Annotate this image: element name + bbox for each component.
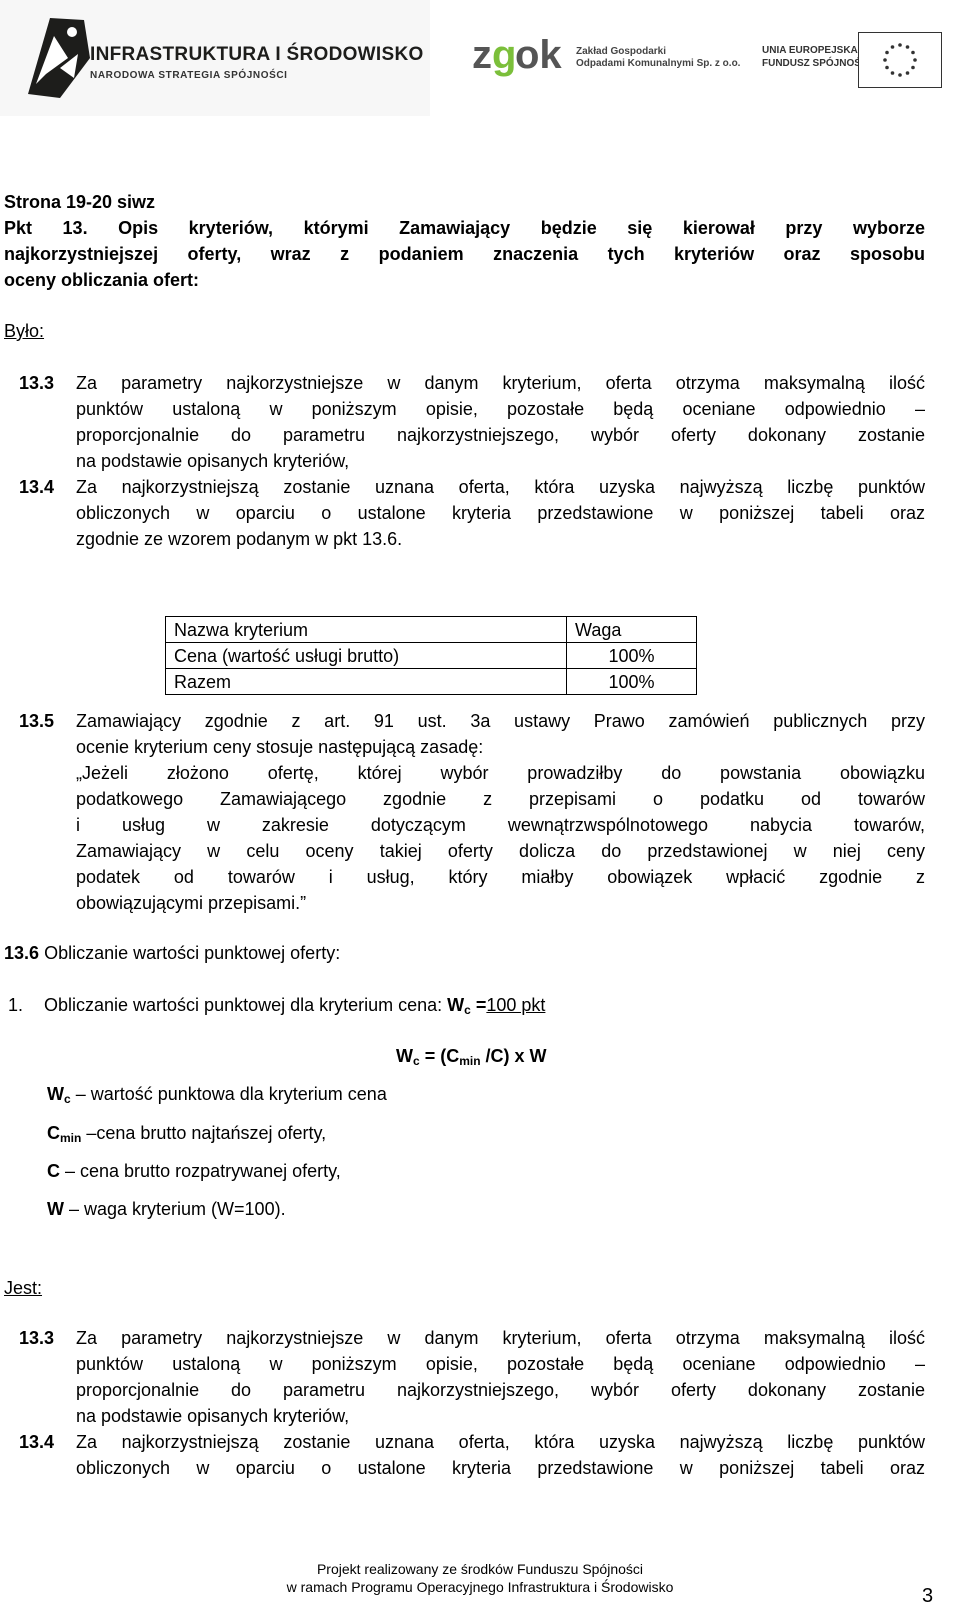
paragraph-line: zgodnie ze wzorem podanym w pkt 13.6. bbox=[76, 529, 403, 549]
eu-star-icon bbox=[898, 43, 902, 47]
paragraph-line: Zamawiający zgodnie z art. 91 ust. 3a ustawy Prawo zamówień publicznych przy bbox=[76, 711, 925, 731]
paragraph-line: podatkowego Zamawiającego zgodnie z przepisami o podatku od towarów bbox=[76, 789, 925, 809]
item1-eq: = bbox=[470, 995, 487, 1015]
jest-13-4-text bbox=[76, 1429, 925, 1481]
logo-ue-line2: FUNDUSZ SPÓJNOŚCI bbox=[762, 58, 871, 69]
paragraph-line: „Jeżeli złożono ofertę, której wybór prowadziłby do powstania obowiązku bbox=[76, 763, 925, 783]
criteria-table bbox=[165, 616, 697, 695]
pkt13-heading bbox=[4, 215, 925, 293]
eu-flag-icon bbox=[858, 32, 942, 88]
paragraph-line: podatek od towarów i usług, który miałby obowiązek wpłacić zgodnie z bbox=[76, 867, 925, 887]
bylo-13-6-number: 13.6 bbox=[4, 943, 40, 963]
jest-13-3-number: 13.3 bbox=[19, 1328, 55, 1348]
legend-item bbox=[47, 1081, 387, 1107]
footer-line2: w ramach Programu Operacyjnego Infrastruktura i Środowisko bbox=[286, 1579, 674, 1595]
item1-points: 100 pkt bbox=[486, 995, 546, 1015]
logo-zgok-line1: Zakład Gospodarki bbox=[576, 46, 667, 57]
eu-star-icon bbox=[911, 51, 915, 55]
formula-w-sub: c bbox=[413, 1054, 420, 1068]
paragraph-line: Za najkorzystniejszą zostanie uznana oferta, która uzyska najwyższą liczbę punktów bbox=[76, 1432, 925, 1452]
table-cell: 100% bbox=[567, 669, 697, 695]
jest-13-4-number: 13.4 bbox=[19, 1432, 55, 1452]
paragraph-line: na podstawie opisanych kryteriów, bbox=[76, 451, 350, 471]
logo-is-subtitle: NARODOWA STRATEGIA SPÓJNOŚCI bbox=[90, 70, 288, 81]
jest-13-3-text bbox=[76, 1325, 925, 1429]
pkt13-line: najkorzystniejszej oferty, wraz z podaniem znaczenia tych kryteriów oraz sposobu bbox=[4, 244, 925, 264]
bylo-13-3-text bbox=[76, 370, 925, 474]
table-header-cell: Waga bbox=[567, 617, 697, 643]
legend-text: – wartość punktowa dla kryterium cena bbox=[70, 1084, 387, 1104]
legend-symbol: C bbox=[47, 1161, 60, 1181]
pkt13-line: Pkt 13. Opis kryteriów, którymi Zamawiający będzie się kierował przy wyborze bbox=[4, 218, 925, 238]
page-number: 3 bbox=[922, 1585, 934, 1607]
jest-heading: Jest: bbox=[4, 1278, 43, 1298]
eu-star-icon bbox=[891, 71, 895, 75]
paragraph-line: proporcjonalnie do parametru najkorzystniejszego, wybór oferty dokonany zostanie bbox=[76, 1380, 925, 1400]
legend-text: – cena brutto rozpatrywanej oferty, bbox=[60, 1161, 341, 1181]
item1-line bbox=[44, 992, 545, 1018]
paragraph-line: na podstawie opisanych kryteriów, bbox=[76, 1406, 350, 1426]
logo-ue-text bbox=[762, 44, 871, 70]
paragraph-line: proporcjonalnie do parametru najkorzystniejszego, wybór oferty dokonany zostanie bbox=[76, 425, 925, 445]
formula-rest: /C) x W bbox=[480, 1046, 547, 1066]
formula-min-sub: min bbox=[459, 1054, 481, 1068]
legend-item bbox=[47, 1120, 326, 1146]
svg-text:z: z bbox=[472, 33, 492, 77]
table-header-row bbox=[166, 617, 697, 643]
footer-line1: Projekt realizowany ze środków Funduszu Spójności bbox=[316, 1561, 644, 1577]
legend-item bbox=[47, 1158, 341, 1184]
formula-eq: = (C bbox=[419, 1046, 460, 1066]
item1-w: W bbox=[447, 995, 465, 1015]
bylo-13-6 bbox=[4, 940, 340, 966]
paragraph-line: punktów ustaloną w poniższym opisie, pozostałe będą oceniane odpowiednio – bbox=[76, 399, 925, 419]
paragraph-line: obliczonych w oparciu o ustalone kryteria przedstawione w poniższej tabeli oraz bbox=[76, 503, 925, 523]
page-ref: Strona 19-20 siwz bbox=[4, 192, 156, 212]
table-header-cell: Nazwa kryterium bbox=[166, 617, 567, 643]
legend-symbol: W bbox=[47, 1084, 64, 1104]
bylo-13-4-number: 13.4 bbox=[19, 477, 55, 497]
svg-text:ok: ok bbox=[515, 33, 562, 77]
eu-star-icon bbox=[913, 58, 917, 62]
paragraph-line: obowiązującymi przepisami.” bbox=[76, 893, 307, 913]
paragraph-line: Za parametry najkorzystniejsze w danym kryterium, oferta otrzyma maksymalną ilość bbox=[76, 373, 925, 393]
legend-text: –cena brutto najtańszej oferty, bbox=[81, 1123, 327, 1143]
paragraph-line: Zamawiający w celu oceny takiej oferty dolicza do przedstawionej w niej ceny bbox=[76, 841, 925, 861]
formula bbox=[396, 1043, 547, 1069]
bylo-heading: Było: bbox=[4, 321, 45, 341]
table-row bbox=[166, 669, 697, 695]
bylo-13-5-number: 13.5 bbox=[19, 711, 55, 731]
infrastruktura-logo-icon bbox=[20, 14, 92, 100]
eu-star-icon bbox=[911, 66, 915, 70]
zgok-logo-icon bbox=[472, 30, 562, 80]
paragraph-line: obliczonych w oparciu o ustalone kryteria przedstawione w poniższej tabeli oraz bbox=[76, 1458, 925, 1478]
bylo-13-5-text bbox=[76, 708, 925, 916]
eu-star-icon bbox=[883, 58, 887, 62]
logo-zgok-text bbox=[576, 46, 740, 70]
bylo-13-6-text: Obliczanie wartości punktowej oferty: bbox=[44, 943, 341, 963]
logo-zgok-line2: Odpadami Komunalnymi Sp. z o.o. bbox=[576, 58, 741, 69]
eu-star-icon bbox=[898, 73, 902, 77]
table-cell: Cena (wartość usługi brutto) bbox=[166, 643, 567, 669]
table-cell: 100% bbox=[567, 643, 697, 669]
logo-header bbox=[0, 0, 960, 120]
logo-ue-line1: UNIA EUROPEJSKA bbox=[762, 45, 858, 56]
paragraph-line: i usług w zakresie dotyczącym wewnątrzwspólnotowego nabycia towarów, bbox=[76, 815, 925, 835]
legend-symbol-sub: c bbox=[64, 1092, 71, 1106]
bylo-13-3-number: 13.3 bbox=[19, 373, 55, 393]
svg-text:g: g bbox=[492, 33, 517, 77]
eu-star-icon bbox=[891, 45, 895, 49]
paragraph-line: Za najkorzystniejszą zostanie uznana oferta, która uzyska najwyższą liczbę punktów bbox=[76, 477, 925, 497]
item1-text: Obliczanie wartości punktowej dla kryterium cena: bbox=[44, 995, 448, 1015]
item1-number: 1. bbox=[8, 995, 24, 1015]
eu-star-icon bbox=[906, 71, 910, 75]
logo-is-title: INFRASTRUKTURA I ŚRODOWISKO bbox=[90, 44, 424, 65]
legend-symbol: W bbox=[47, 1199, 64, 1219]
paragraph-line: ocenie kryterium ceny stosuje następującą zasadę: bbox=[76, 737, 484, 757]
paragraph-line: Za parametry najkorzystniejsze w danym kryterium, oferta otrzyma maksymalną ilość bbox=[76, 1328, 925, 1348]
legend-text: – waga kryterium (W=100). bbox=[64, 1199, 286, 1219]
formula-w: W bbox=[396, 1046, 413, 1066]
legend-symbol-sub: min bbox=[60, 1131, 82, 1145]
bylo-13-4-text bbox=[76, 474, 925, 552]
table-row bbox=[166, 643, 697, 669]
eu-star-icon bbox=[906, 45, 910, 49]
paragraph-line: punktów ustaloną w poniższym opisie, pozostałe będą oceniane odpowiednio – bbox=[76, 1354, 925, 1374]
eu-star-icon bbox=[885, 51, 889, 55]
legend-item bbox=[47, 1196, 286, 1222]
item1-w-sub: c bbox=[464, 1003, 471, 1017]
eu-star-icon bbox=[885, 66, 889, 70]
table-cell: Razem bbox=[166, 669, 567, 695]
legend-symbol: C bbox=[47, 1123, 60, 1143]
pkt13-line: oceny obliczania ofert: bbox=[4, 270, 200, 290]
